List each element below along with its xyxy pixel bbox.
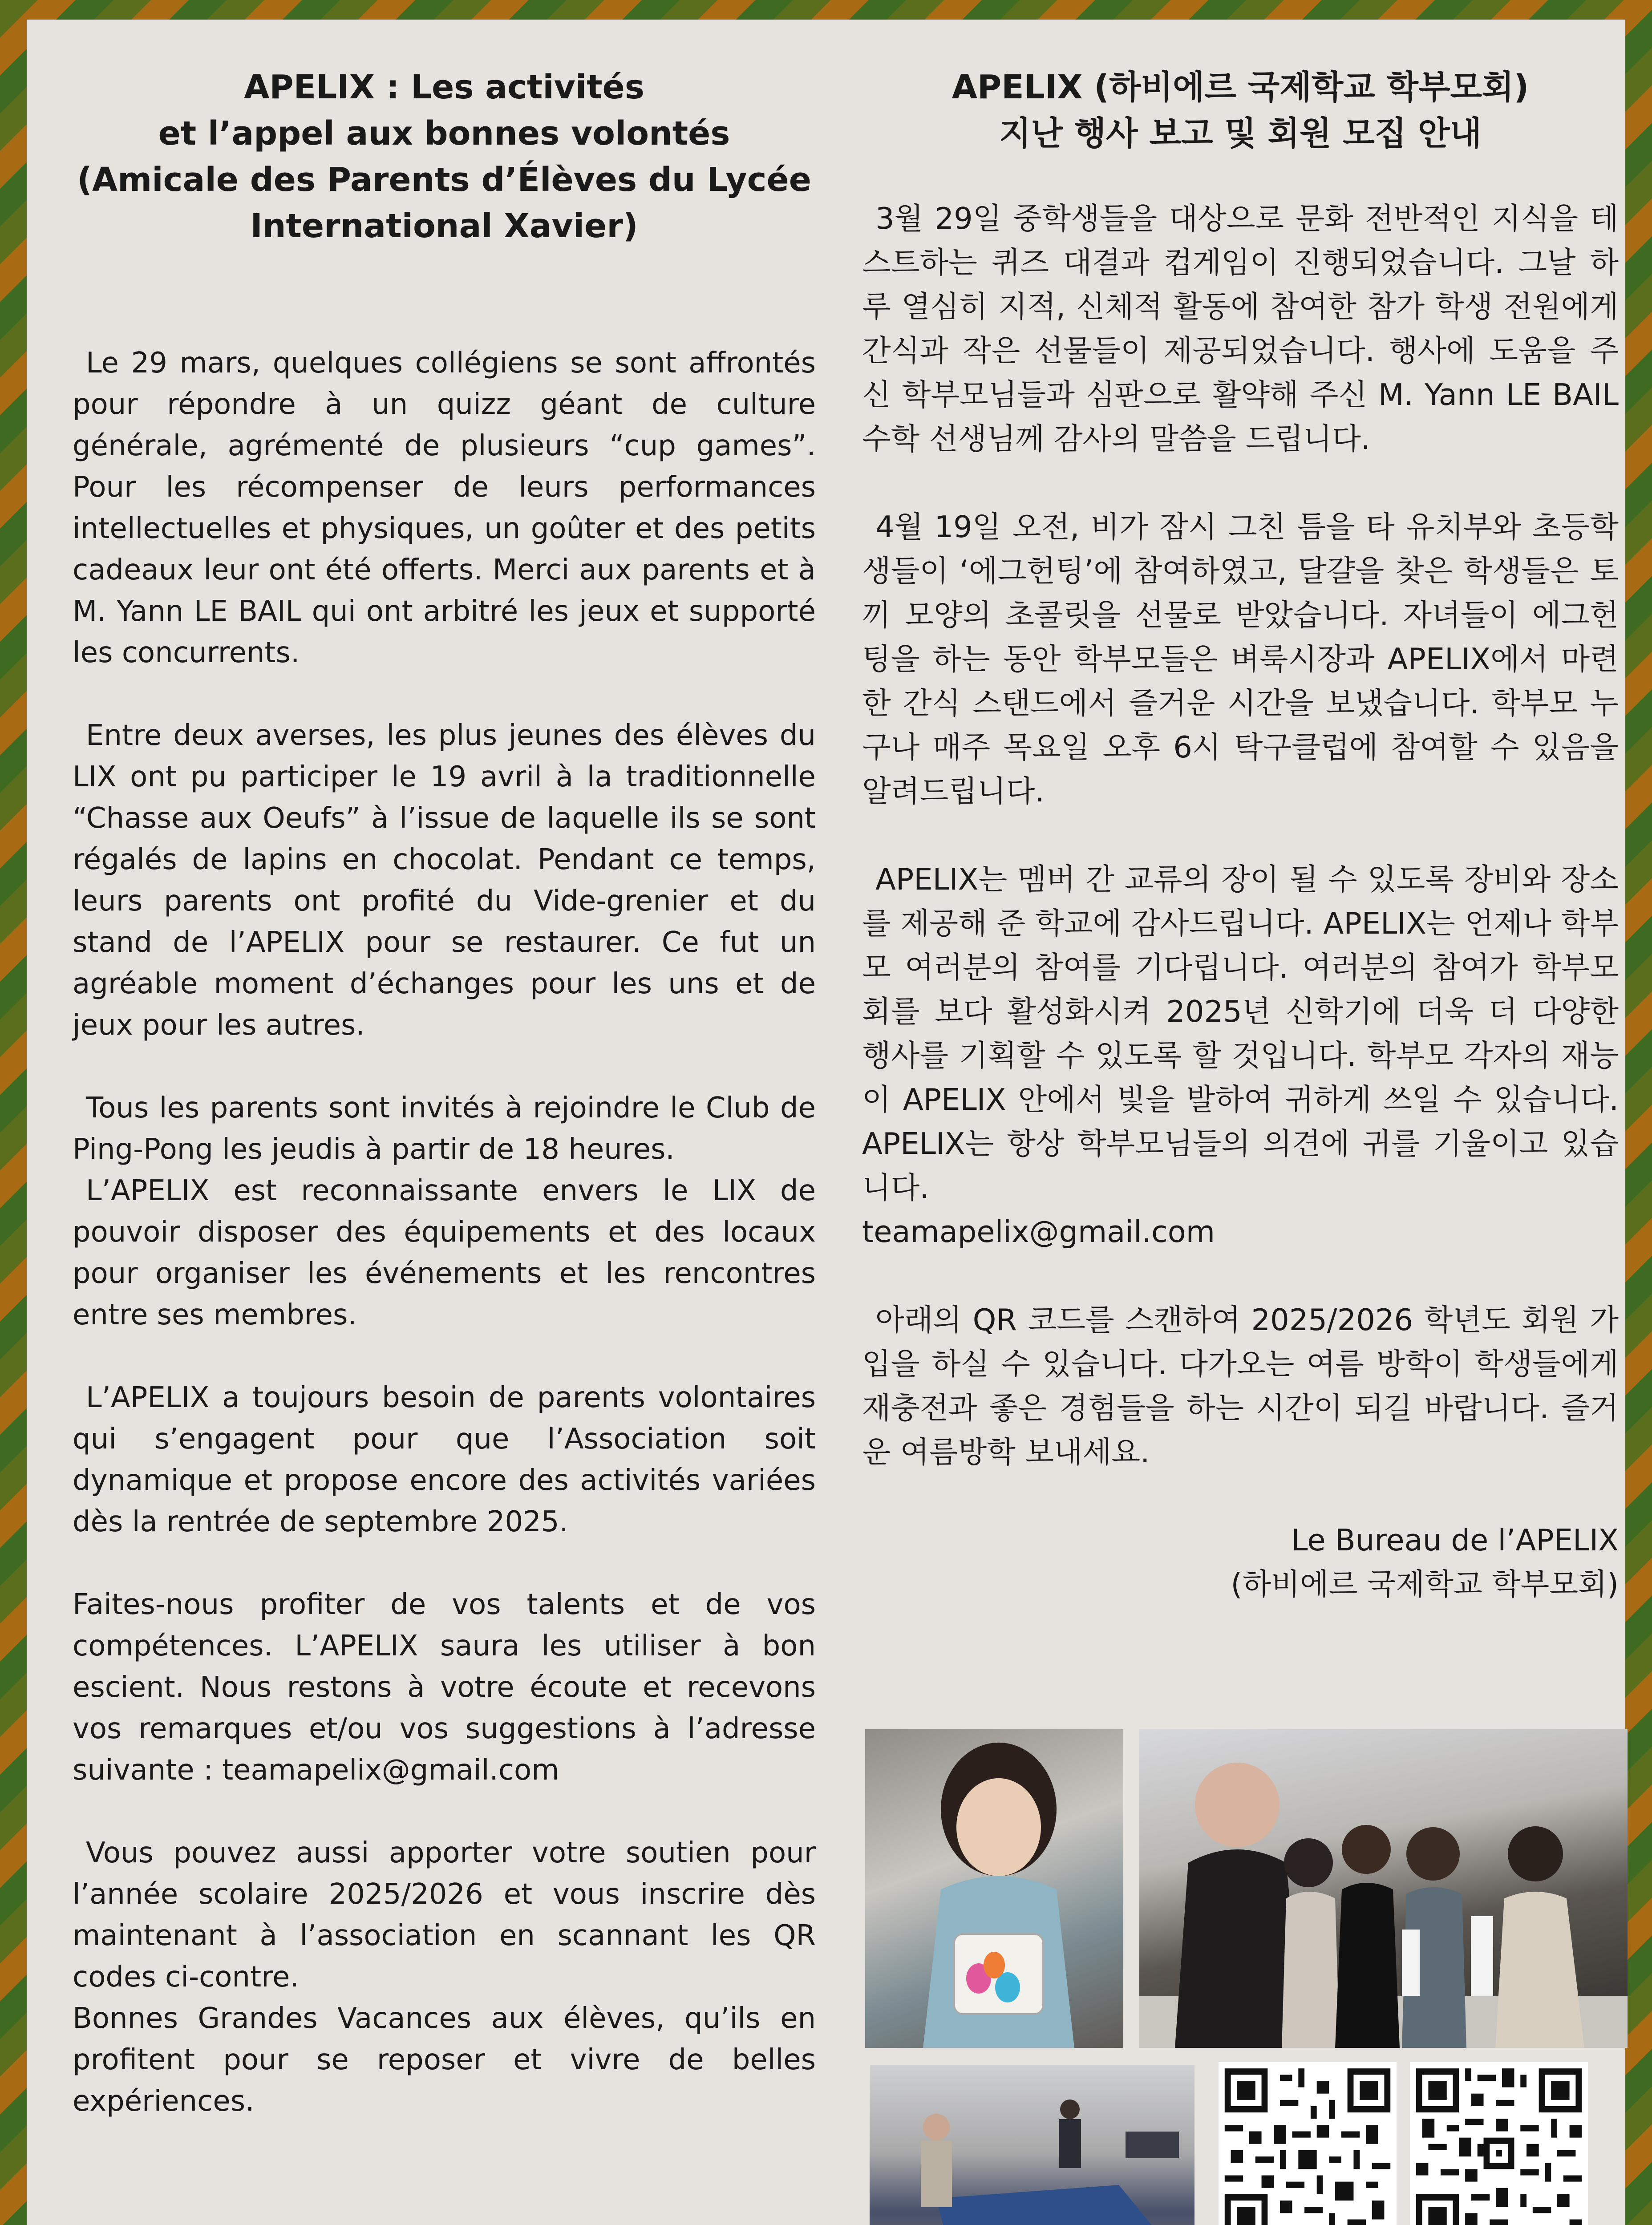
photo-child-egg-basket-illustration xyxy=(865,1729,1123,2048)
french-paragraph-quiz: Le 29 mars, quelques collégiens se sont affrontés pour répondre à un quizz géant de culture générale, agrémenté de plusieurs “cup games”. Pour les récompenser de leurs performances intellectuelles et physiques, un goûter et des petits cadeaux leur ont été offerts. Merci aux parents et à M. Yann LE BAIL qui ont arbitré les jeux et supporté les concurrents. xyxy=(73,347,816,669)
photo-ping-pong-club xyxy=(870,2065,1194,2225)
french-paragraph-holidays: Bonnes Grandes Vacances aux élèves, qu’ils en profitent pour se reposer et vivre de belles expériences. xyxy=(73,2002,816,2118)
signature-bureau: Le Bureau de l’APELIX xyxy=(1291,1523,1619,1558)
easter-eggs-decoration xyxy=(539,2213,823,2225)
korean-email: teamapelix@gmail.com xyxy=(862,1214,1215,1249)
photo-child-egg-basket xyxy=(865,1729,1123,2048)
qr-code-kakaotalk-pattern xyxy=(1410,2062,1588,2225)
french-title-line: et l’appel aux bonnes volontés xyxy=(158,114,730,153)
photo-ping-pong-club-illustration xyxy=(870,2065,1194,2225)
french-title-line: (Amicale des Parents d’Élèves du Lycée xyxy=(77,161,811,199)
french-paragraph-egg-hunt: Entre deux averses, les plus jeunes des élèves du LIX ont pu participer le 19 avril à la traditionnelle “Chasse aux Oeufs” à l’issue de laquelle ils se sont régalés de lapins en chocolat. Pendant ce temps, leurs parents ont profité du Vide-grenier et du stand de l’APELIX pour se restaurer. Ce fut un agréable moment d’échanges pour les uns et de jeux pour les autres. xyxy=(73,719,816,1042)
korean-title-line: 지난 행사 보고 및 회원 모집 안내 xyxy=(999,114,1482,153)
french-paragraph-thanks: L’APELIX est reconnaissante envers le LIX de pouvoir disposer des équipements et des locaux pour organiser les événements et les rencontres entre ses membres. xyxy=(73,1174,816,1331)
french-title-line: APELIX : Les activités xyxy=(244,68,644,106)
french-paragraph-support: Vous pouvez aussi apporter votre soutien pour l’année scolaire 2025/2026 et vous inscrire dès maintenant à l’association en scannant les QR codes ci-contre. xyxy=(73,1837,816,1994)
qr-code-membership-pattern xyxy=(1219,2062,1397,2225)
korean-title-line: APELIX (하비에르 국제학교 학부모회) xyxy=(952,68,1529,106)
photo-cup-stacking-game xyxy=(1139,1729,1628,2048)
korean-column xyxy=(862,64,1619,1606)
french-title-line: International Xavier) xyxy=(250,207,638,245)
korean-paragraph-thanks: APELIX는 멤버 간 교류의 장이 될 수 있도록 장비와 장소를 제공해 준 학교에 감사드립니다. APELIX는 언제나 학부모 여러분의 참여를 기다립니다. 여러분의 참여가 학부모회를 보다 활성화시켜 2025년 신학기에 더욱 더 다양한 행사를 기획할 수 있도록 할 것입니다. 학부모 각자의 재능이 APELIX 안에서 빛을 발하여 귀하게 쓰일 수 있습니다. APELIX는 항상 학부모님들의 의견에 귀를 기울이고 있습니다. xyxy=(862,862,1619,1205)
newsletter-sheet xyxy=(27,20,1625,2225)
korean-paragraph-quiz: 3월 29일 중학생들을 대상으로 문화 전반적인 지식을 테스트하는 퀴즈 대결과 컵게임이 진행되었습니다. 그날 하루 열심히 지적, 신체적 활동에 참여한 참가 학생 전원에게 간식과 작은 선물들이 제공되었습니다. 행사에 도움을 주신 학부모님들과 심판으로 활약해 주신 M. Yann LE BAIL 수학 선생님께 감사의 말씀을 드립니다. xyxy=(862,201,1619,456)
french-paragraph-volunteers: L’APELIX a toujours besoin de parents volontaires qui s’engagent pour que l’Association soit dynamique et propose encore des activités variées dès la rentrée de septembre 2025. xyxy=(73,1381,816,1538)
qr-code-kakaotalk[interactable] xyxy=(1410,2062,1588,2225)
korean-paragraph-qr: 아래의 QR 코드를 스캔하여 2025/2026 학년도 회원 가입을 하실 수 있습니다. 다가오는 여름 방학이 학생들에게 재충전과 좋은 경험들을 하는 시간이 되길 바랍니다. 즐거운 여름방학 보내세요. xyxy=(862,1303,1619,1469)
signature-korean: (하비에르 국제학교 학부모회) xyxy=(1231,1567,1619,1602)
french-paragraph-ping-pong: Tous les parents sont invités à rejoindre le Club de Ping-Pong les jeudis à partir de 18 heures. xyxy=(73,1092,816,1166)
french-column xyxy=(73,64,816,2122)
korean-title xyxy=(862,64,1619,157)
qr-code-membership[interactable] xyxy=(1219,2062,1397,2225)
photo-cup-stacking-game-illustration xyxy=(1139,1729,1628,2048)
korean-paragraph-egg-hunt: 4월 19일 오전, 비가 잠시 그친 틈을 타 유치부와 초등학생들이 ‘에그헌팅’에 참여하였고, 달걀을 찾은 학생들은 토끼 모양의 초콜릿을 선물로 받았습니다. 자녀들이 에그헌팅을 하는 동안 학부모들은 벼룩시장과 APELIX에서 마련한 간식 스탠드에서 즐거운 시간을 보냈습니다. 학부모 누구나 매주 목요일 오후 6시 탁구클럽에 참여할 수 있음을 알려드립니다. xyxy=(862,510,1619,809)
french-paragraph-talents: Faites-nous profiter de vos talents et de vos compétences. L’APELIX saura les utiliser à bon escient. Nous restons à votre écoute et recevons vos remarques et/ou vos suggestions à l’adresse suivante : teamapelix@gmail.com xyxy=(73,1588,816,1787)
french-title xyxy=(73,64,816,249)
